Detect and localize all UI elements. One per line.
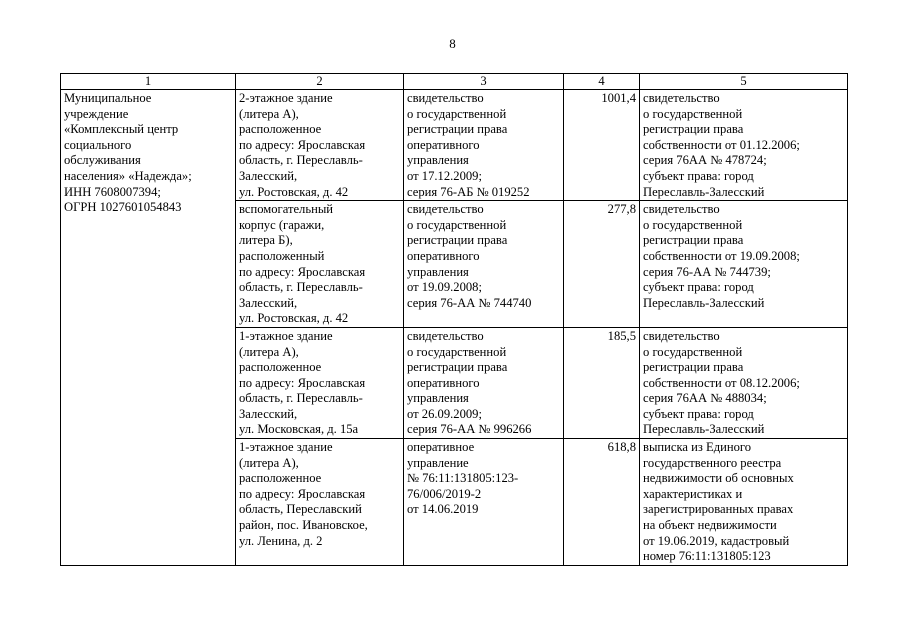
cell-line: серия 76-АБ № 019252 [407,184,530,199]
header-col-4: 4 [564,74,640,90]
cell-line: область, г. Переславль- [239,153,363,168]
cell-line: по адресу: Ярославская [239,375,366,390]
cell-line: ИНН 7608007394; [64,184,161,199]
cell-line: № 76:11:131805:123- [407,471,519,486]
cell-line: расположенное [239,122,322,137]
basis-document-cell [404,201,564,328]
cell-line: серия 76-АА № 744739; [643,264,771,279]
cell-line: серия 76АА № 488034; [643,391,767,406]
cell-line: управления [407,153,469,168]
cell-line: от 17.12.2009; [407,168,482,183]
cell-line: социального [64,137,132,152]
object-description-cell [236,90,404,201]
cell-line: расположенное [239,360,322,375]
area-cell: 1001,4 [564,90,640,201]
object-description-cell [236,327,404,438]
cell-line: Переславль-Залесский [643,295,765,310]
cell-line: характеристиках и [643,486,743,501]
cell-line: учреждение [64,106,129,121]
cell-line: свидетельство [407,202,484,217]
cell-line: регистрации права [407,360,508,375]
cell-line: о государственной [643,344,743,359]
cell-line: населения» «Надежда»; [64,168,192,183]
header-col-2: 2 [236,74,404,90]
cell-line: управление [407,455,469,470]
cell-line: о государственной [643,217,743,232]
cell-line: расположенный [239,248,325,263]
cell-line: 2-этажное здание [239,91,333,105]
cell-line: субъект права: город [643,168,754,183]
cell-line: свидетельство [643,202,720,217]
cell-line: ОГРН 1027601054843 [64,200,182,215]
cell-line: «Комплексный центр [64,122,179,137]
cell-line: корпус (гаражи, [239,217,325,232]
cell-line: Залесский, [239,295,298,310]
cell-line: регистрации права [643,360,744,375]
header-col-3: 3 [404,74,564,90]
ownership-document-cell [640,201,848,328]
cell-line: 1-этажное здание [239,440,333,455]
cell-line: управления [407,391,469,406]
cell-line: регистрации права [643,233,744,248]
cell-line: свидетельство [643,328,720,343]
cell-line: субъект права: город [643,406,754,421]
cell-line: ул. Ростовская, д. 42 [239,311,349,326]
cell-line: оперативного [407,248,480,263]
object-description-cell [236,201,404,328]
area-cell: 185,5 [564,327,640,438]
basis-document-cell [404,439,564,566]
cell-line: (литера А), [239,455,299,470]
cell-line: собственности от 19.09.2008; [643,248,800,263]
cell-line: от 26.09.2009; [407,406,482,421]
cell-line: свидетельство [643,91,720,105]
basis-document-cell [404,90,564,201]
cell-line: выписка из Единого [643,440,752,455]
page-number: 8 [449,36,456,51]
cell-line: ул. Ростовская, д. 42 [239,184,349,199]
cell-line: 76/006/2019-2 [407,486,482,501]
cell-line: расположенное [239,471,322,486]
ownership-document-cell [640,439,848,566]
cell-line: Залесский, [239,406,298,421]
cell-line: Муниципальное [64,91,152,105]
cell-line: вспомогательный [239,202,334,217]
cell-line: литера Б), [239,233,293,248]
cell-line: от 19.06.2019, кадастровый [643,533,790,548]
cell-line: серия 76-АА № 744740 [407,295,532,310]
cell-line: государственного реестра [643,455,782,470]
cell-line: область, г. Переславль- [239,391,363,406]
cell-line: номер 76:11:131805:123 [643,549,771,564]
header-col-5: 5 [640,74,848,90]
cell-line: на объект недвижимости [643,518,777,533]
cell-line: Залесский, [239,168,298,183]
cell-line: свидетельство [407,91,484,105]
cell-line: по адресу: Ярославская [239,264,366,279]
cell-line: регистрации права [407,233,508,248]
area-cell: 277,8 [564,201,640,328]
cell-line: район, пос. Ивановское, [239,518,368,533]
cell-line: от 19.09.2008; [407,280,482,295]
cell-line: 1-этажное здание [239,328,333,343]
cell-line: свидетельство [407,328,484,343]
cell-line: ул. Московская, д. 15а [239,422,359,437]
table-row [61,90,848,201]
cell-line: о государственной [643,106,743,121]
header-col-1: 1 [61,74,236,90]
header-row [61,74,848,90]
cell-line: оперативного [407,137,480,152]
cell-line: о государственной [407,106,507,121]
property-table [60,73,848,566]
cell-line: регистрации права [407,122,508,137]
cell-line: от 14.06.2019 [407,502,479,517]
cell-line: оперативное [407,440,475,455]
cell-line: о государственной [407,217,507,232]
cell-line: субъект права: город [643,280,754,295]
cell-line: Переславль-Залесский [643,184,765,199]
area-cell: 618,8 [564,439,640,566]
cell-line: собственности от 08.12.2006; [643,375,800,390]
organization-cell [61,90,236,566]
cell-line: (литера А), [239,106,299,121]
basis-document-cell [404,327,564,438]
cell-line: по адресу: Ярославская [239,486,366,501]
cell-line: обслуживания [64,153,141,168]
cell-line: (литера А), [239,344,299,359]
ownership-document-cell [640,327,848,438]
cell-line: по адресу: Ярославская [239,137,366,152]
cell-line: серия 76АА № 478724; [643,153,767,168]
cell-line: собственности от 01.12.2006; [643,137,800,152]
ownership-document-cell [640,90,848,201]
cell-line: ул. Ленина, д. 2 [239,533,323,548]
cell-line: серия 76-АА № 996266 [407,422,532,437]
cell-line: зарегистрированных правах [643,502,794,517]
cell-line: оперативного [407,375,480,390]
cell-line: о государственной [407,344,507,359]
cell-line: управления [407,264,469,279]
cell-line: Переславль-Залесский [643,422,765,437]
cell-line: недвижимости об основных [643,471,794,486]
cell-line: регистрации права [643,122,744,137]
object-description-cell [236,439,404,566]
cell-line: область, г. Переславль- [239,280,363,295]
cell-line: область, Переславский [239,502,362,517]
